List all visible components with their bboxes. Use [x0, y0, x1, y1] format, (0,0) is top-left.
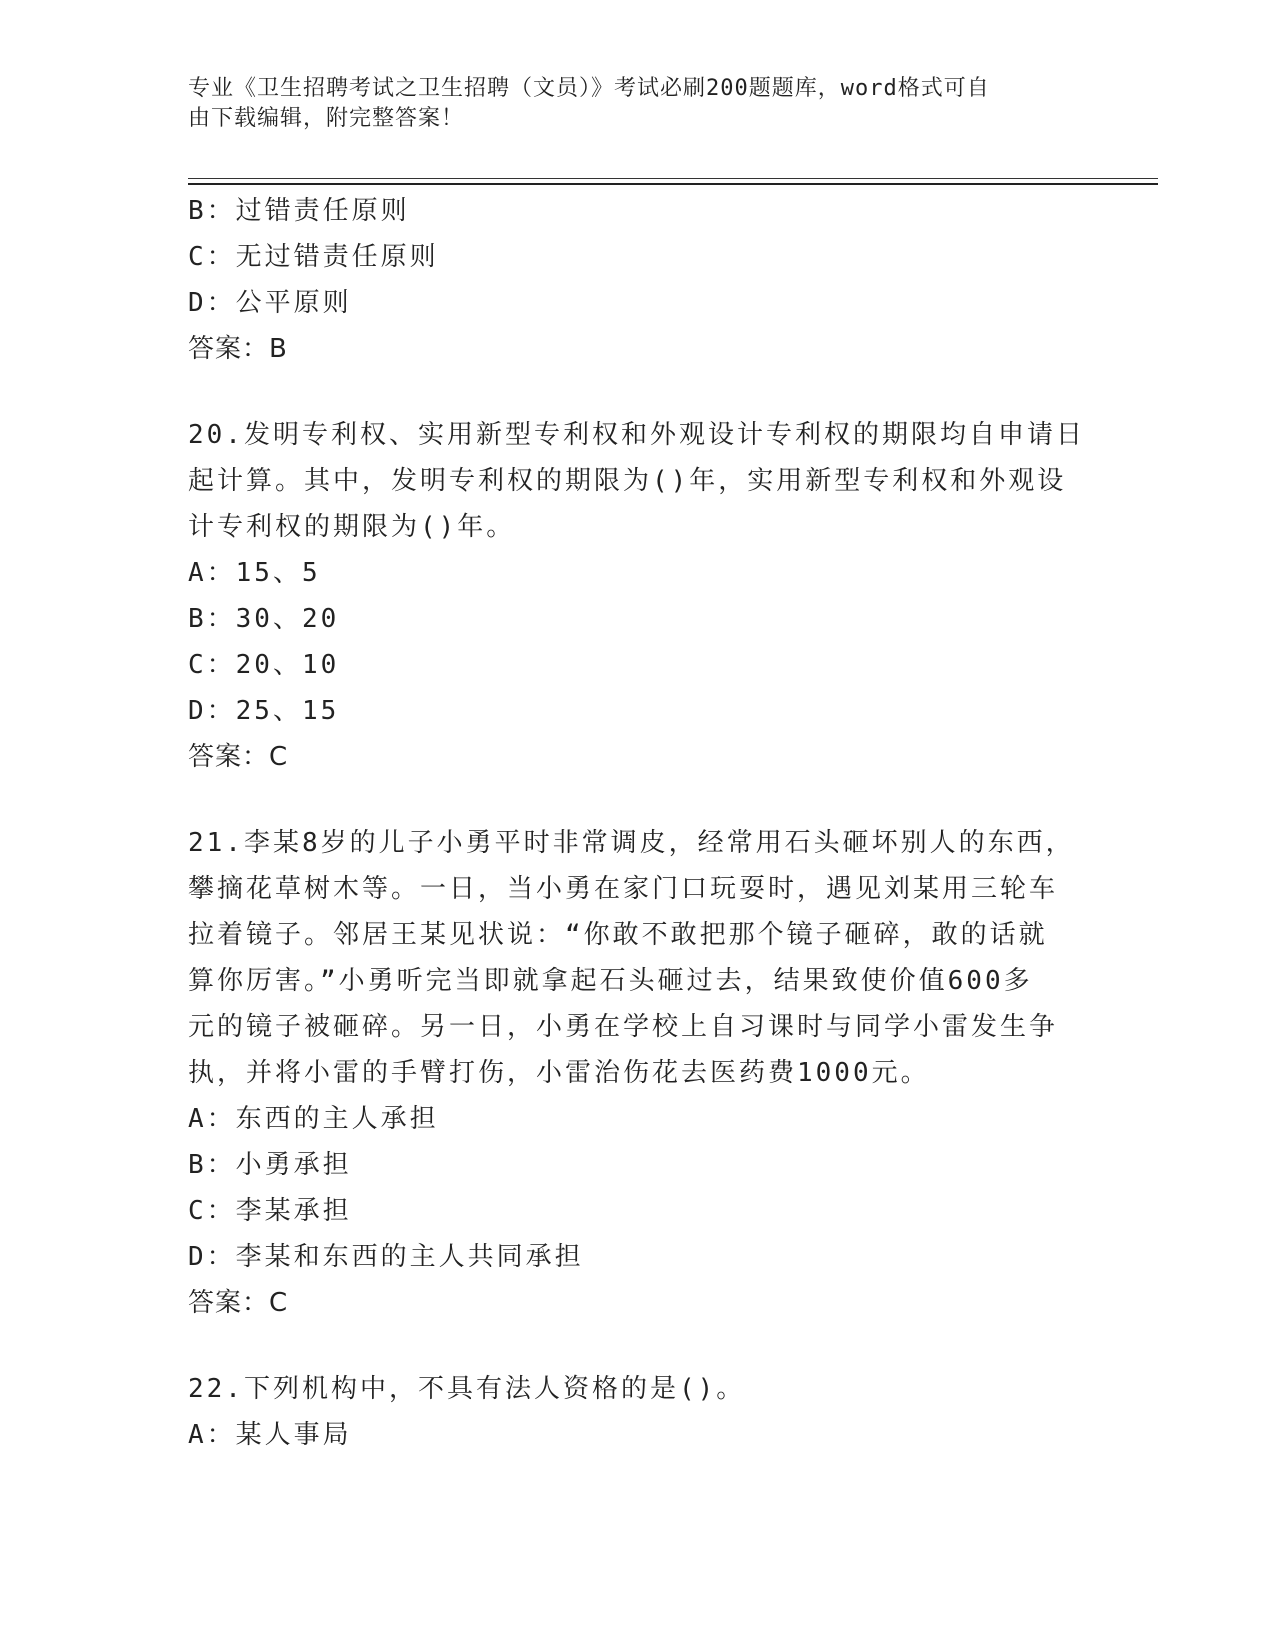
option-b: B：过错责任原则	[188, 196, 410, 226]
question-19	[188, 188, 1088, 372]
question-stem-line: 元的镜子被砸碎。另一日，小勇在学校上自习课时与同学小雷发生争	[188, 1012, 1059, 1042]
question-stem-line: 算你厉害。”小勇听完当即就拿起石头砸过去，结果致使价值600多	[188, 966, 1033, 996]
document-header	[188, 74, 1088, 134]
header-divider-thick	[188, 183, 1158, 185]
option-a: A：某人事局	[188, 1420, 352, 1450]
question-stem-line: 攀摘花草树木等。一日，当小勇在家门口玩耍时，遇见刘某用三轮车	[188, 874, 1059, 904]
question-stem-line: 起计算。其中，发明专利权的期限为()年，实用新型专利权和外观设	[188, 466, 1067, 496]
option-c: C：李某承担	[188, 1196, 352, 1226]
header-line-2: 由下载编辑，附完整答案！	[188, 106, 465, 131]
question-stem-line: 22.下列机构中，不具有法人资格的是()。	[188, 1374, 746, 1404]
option-d: D：25、15	[188, 696, 340, 726]
question-20	[188, 412, 1088, 780]
option-a: A：东西的主人承担	[188, 1104, 439, 1134]
question-22	[188, 1366, 1088, 1458]
option-b: B：30、20	[188, 604, 340, 634]
answer-line: 答案：B	[188, 334, 288, 364]
answer-line: 答案：C	[188, 1288, 289, 1318]
option-b: B：小勇承担	[188, 1150, 352, 1180]
option-a: A：15、5	[188, 558, 321, 588]
question-21	[188, 820, 1088, 1326]
header-line-1: 专业《卫生招聘考试之卫生招聘（文员）》考试必刷200题题库，word格式可自	[188, 76, 990, 101]
question-stem-line: 执，并将小雷的手臂打伤，小雷治伤花去医药费1000元。	[188, 1058, 930, 1088]
option-d: D：李某和东西的主人共同承担	[188, 1242, 584, 1272]
question-stem-line: 拉着镜子。邻居王某见状说：“你敢不敢把那个镜子砸碎，敢的话就	[188, 920, 1048, 950]
question-stem-line: 20.发明专利权、实用新型专利权和外观设计专利权的期限均自申请日	[188, 420, 1085, 450]
question-stem-line: 计专利权的期限为()年。	[188, 512, 516, 542]
document-body	[188, 188, 1088, 1458]
answer-line: 答案：C	[188, 742, 289, 772]
question-stem-line: 21.李某8岁的儿子小勇平时非常调皮，经常用石头砸坏别人的东西，	[188, 828, 1075, 858]
option-d: D：公平原则	[188, 288, 352, 318]
option-c: C：无过错责任原则	[188, 242, 439, 272]
option-c: C：20、10	[188, 650, 340, 680]
header-divider-thin	[188, 178, 1158, 179]
